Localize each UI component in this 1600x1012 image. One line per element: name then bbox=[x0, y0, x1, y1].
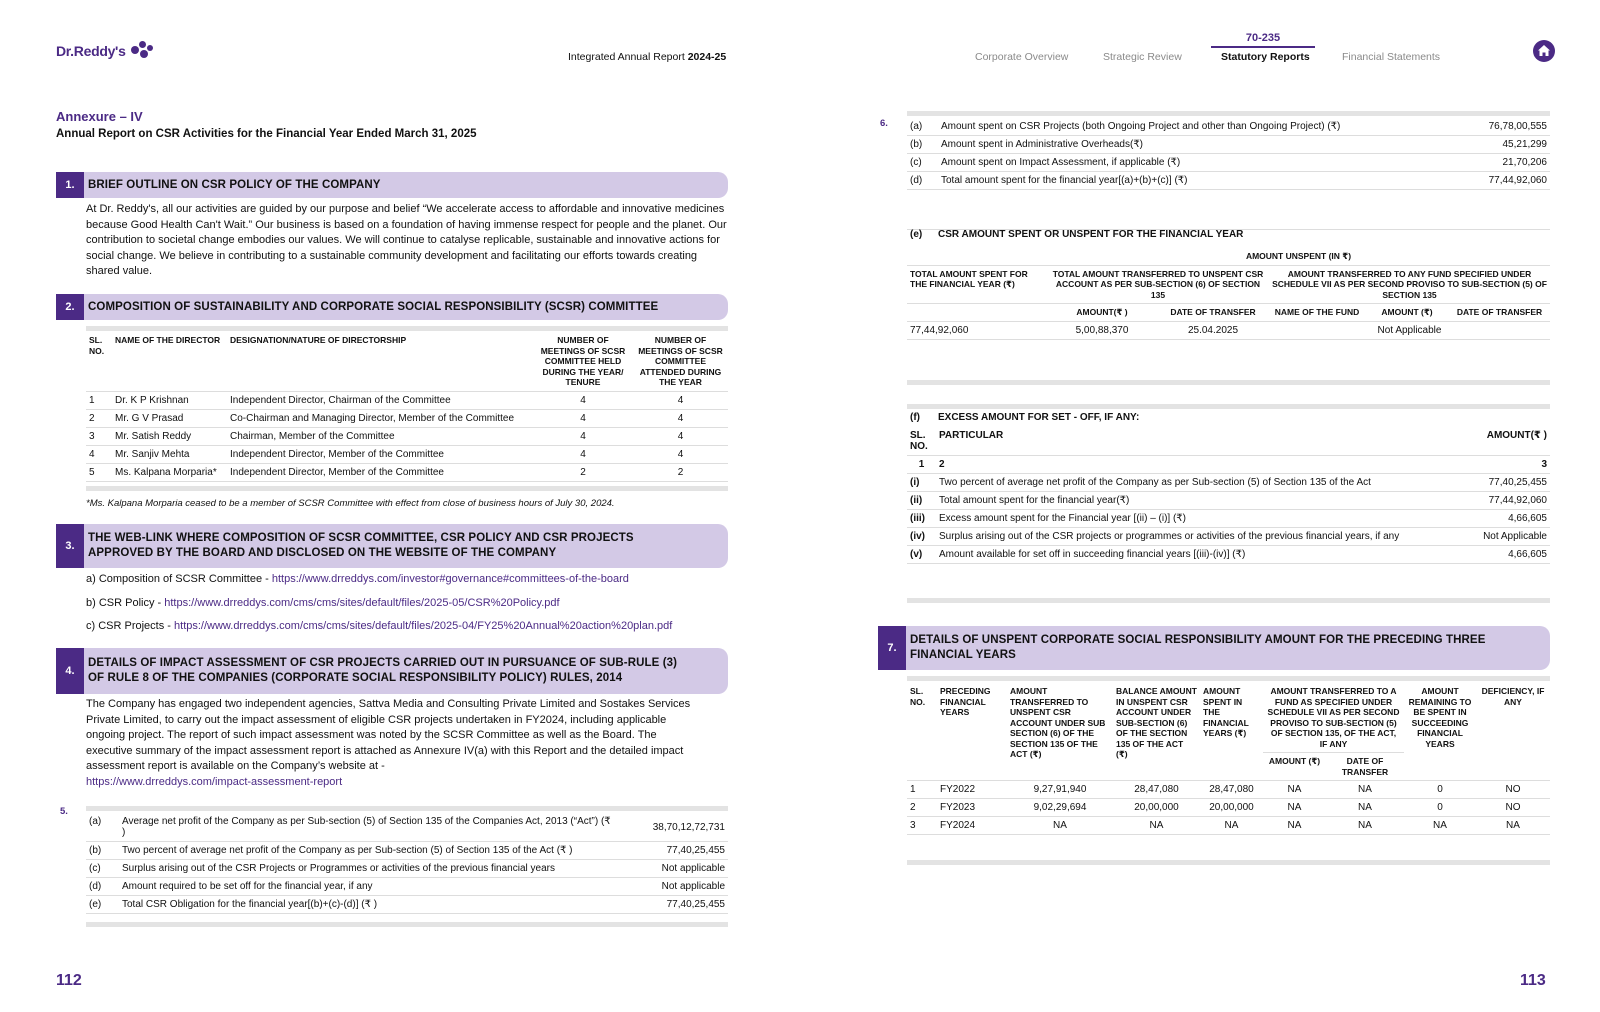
section-3-header bbox=[56, 524, 728, 568]
column-header: DESIGNATION/NATURE OF DIRECTORSHIP bbox=[227, 332, 533, 391]
column-header: DATE OF TRANSFER bbox=[1326, 753, 1404, 781]
brand-name: Dr.Reddy's bbox=[56, 43, 126, 59]
impact-assessment-link[interactable]: https://www.drreddys.com/impact-assessment-report bbox=[86, 775, 343, 788]
column-header: AMOUNT (₹) bbox=[1263, 753, 1326, 781]
table-top-rule bbox=[86, 806, 728, 811]
section-number: 3. bbox=[56, 524, 84, 568]
table-row: 2 FY2023 9,02,29,694 20,00,000 20,00,000 NA NA 0 NO bbox=[907, 799, 1550, 817]
logo-mark-icon bbox=[129, 40, 155, 62]
column-header: AMOUNT TRANSFERRED TO UNSPENT CSR ACCOUNT UNDER SUB SECTION (6) OF THE SECTION 135 OF THE ACT (₹) bbox=[1007, 683, 1113, 781]
annexure-title: Annexure – IV bbox=[56, 109, 143, 124]
column-header: TOTAL AMOUNT SPENT FOR THE FINANCIAL YEAR (₹) bbox=[907, 265, 1047, 304]
table-row: (d) Amount required to be set off for the financial year, if any Not applicable bbox=[86, 878, 728, 896]
section-5-number: 5. bbox=[60, 806, 68, 817]
column-header: TOTAL AMOUNT TRANSFERRED TO UNSPENT CSR ACCOUNT AS PER SUB-SECTION (6) OF SECTION 135 bbox=[1047, 265, 1269, 304]
unspent-three-years-table bbox=[907, 683, 1550, 835]
table-bottom-rule bbox=[907, 598, 1550, 603]
table-row: 77,44,92,060 5,00,88,370 25.04.2025 Not Applicable bbox=[907, 321, 1550, 339]
nav-corporate-overview[interactable]: Corporate Overview bbox=[975, 51, 1069, 63]
table-row: 3 FY2024 NA NA NA NA NA NA NA bbox=[907, 817, 1550, 835]
column-header: DEFICIENCY, IF ANY bbox=[1476, 683, 1550, 781]
column-header: DATE OF TRANSFER bbox=[1449, 304, 1550, 322]
csr-policy-outline: At Dr. Reddy's, all our activities are guided by our purpose and belief “We accelerate access to affordable and innovative medicines because Good Health Can't Wait.” Our business is based on a foundation of having immense respect for people and the planet. Our contribution to societal change embodies our values. We will continue to catalyse replicable, sustainable and innovative actions for social change. We believe in contributing to a sustainable community development and facilitating our efforts towards creating shared value. bbox=[86, 203, 727, 278]
section-1-header bbox=[56, 172, 728, 198]
table-row: 1 FY2022 9,27,91,940 28,47,080 28,47,080 NA NA 0 NO bbox=[907, 781, 1550, 799]
home-icon[interactable] bbox=[1533, 40, 1555, 62]
table-bottom-rule bbox=[86, 486, 728, 491]
section-number: 7. bbox=[878, 626, 906, 670]
section-2-header bbox=[56, 294, 728, 320]
subsection-title: EXCESS AMOUNT FOR SET - OFF, IF ANY: bbox=[938, 412, 1140, 423]
section-6-number: 6. bbox=[880, 118, 888, 129]
table-bottom-rule bbox=[907, 380, 1550, 385]
section-title: DETAILS OF IMPACT ASSESSMENT OF CSR PROJECTS CARRIED OUT IN PURSUANCE OF SUB-RULE (3) OF RULE 8 OF THE COMPANIES (CORPORATE SOCIAL RESPONSIBILITY POLICY) RULES, 2014 bbox=[88, 657, 678, 684]
column-header: NAME OF THE DIRECTOR bbox=[112, 332, 227, 391]
column-header: AMOUNT(₹ ) bbox=[1450, 428, 1550, 456]
column-header: AMOUNT REMAINING TO BE SPENT IN SUCCEEDING FINANCIAL YEARS bbox=[1404, 683, 1476, 781]
table-row: 5 Ms. Kalpana Morparia* Independent Director, Member of the Committee 2 2 bbox=[86, 463, 728, 481]
nav-strategic-review[interactable]: Strategic Review bbox=[1103, 51, 1182, 63]
impact-assessment-text: The Company has engaged two independent agencies, Sattva Media and Consulting Private Limited and Sostakes Services Private Limited, to carry out the impact assessment of eligible CSR projects undertaken in FY2024, including applicable ongoing project. The report of such impact assessment was noted by the SCSR Committee as well as the Board. The executive summary of the impact assessment report is attached as Annexure IV(a) with this Report and the detailed impact assessment report is available on the Company’s website at - https://www.drreddys.com/impact-assessment-report bbox=[86, 698, 691, 788]
section-title: BRIEF OUTLINE ON CSR POLICY OF THE COMPANY bbox=[88, 178, 381, 191]
excess-amount-table bbox=[907, 428, 1550, 564]
table-row: (b) Two percent of average net profit of the Company as per Sub-section (5) of Section 135 of the Act (₹ ) 77,40,25,455 bbox=[86, 842, 728, 860]
page-number-right: 113 bbox=[1520, 972, 1546, 989]
table-row: (ii) Total amount spent for the financial year(₹) 77,44,92,060 bbox=[907, 492, 1550, 510]
column-header: PARTICULAR bbox=[936, 428, 1450, 456]
weblink-csr-projects: c) CSR Projects - https://www.drreddys.com/cms/cms/sites/default/files/2025-04/FY25%20Annual%20action%20plan.pdf bbox=[86, 620, 673, 632]
table-row: (b) Amount spent in Administrative Overheads(₹) 45,21,299 bbox=[907, 136, 1550, 154]
column-header: AMOUNT(₹ ) bbox=[1047, 304, 1157, 322]
section-title: DETAILS OF UNSPENT CORPORATE SOCIAL RESPONSIBILITY AMOUNT FOR THE PRECEDING THREE FINANCIAL YEARS bbox=[910, 634, 1486, 661]
table-row: 1 Dr. K P Krishnan Independent Director, Chairman of the Committee 4 4 bbox=[86, 391, 728, 409]
subsection-label: (e) bbox=[910, 229, 923, 240]
table-top-rule bbox=[907, 404, 1550, 409]
section-number: 4. bbox=[56, 648, 84, 694]
table-row: (c) Surplus arising out of the CSR Projects or Programmes or activities of the previous financial years Not applicable bbox=[86, 860, 728, 878]
column-header: DATE OF TRANSFER bbox=[1157, 304, 1269, 322]
column-header: SL. NO. bbox=[907, 428, 936, 456]
table-row: 2 Mr. G V Prasad Co-Chairman and Managing Director, Member of the Committee 4 4 bbox=[86, 409, 728, 427]
csr-policy-link[interactable]: https://www.drreddys.com/cms/cms/sites/default/files/2025-05/CSR%20Policy.pdf bbox=[164, 597, 560, 609]
table-top-rule bbox=[907, 676, 1550, 681]
column-header: NUMBER OF MEETINGS OF SCSR COMMITTEE ATTENDED DURING THE YEAR bbox=[633, 332, 728, 391]
column-header: PRECEDING FINANCIAL YEARS bbox=[937, 683, 1007, 781]
table-row: (e) Total CSR Obligation for the financial year[(b)+(c)-(d)] (₹ ) 77,40,25,455 bbox=[86, 896, 728, 914]
csr-unspent-table bbox=[907, 248, 1550, 340]
column-header: AMOUNT TRANSFERRED TO ANY FUND SPECIFIED UNDER SCHEDULE VII AS PER SECOND PROVISO TO SUB-SECTION (5) OF SECTION 135 bbox=[1269, 265, 1550, 304]
column-header: AMOUNT TRANSFERRED TO A FUND AS SPECIFIED UNDER SCHEDULE VII AS PER SECOND PROVISO TO SUB-SECTION (5) OF SECTION 135, OF THE ACT, IF ANY bbox=[1263, 683, 1404, 753]
table-row: 3 Mr. Satish Reddy Chairman, Member of the Committee 4 4 bbox=[86, 427, 728, 445]
table-header-row bbox=[907, 683, 1550, 753]
section-7-header bbox=[878, 626, 1550, 670]
csr-spent-table bbox=[907, 118, 1550, 190]
table-row: (i) Two percent of average net profit of the Company as per Sub-section (5) of Section 135 of the Act 77,40,25,455 bbox=[907, 474, 1550, 492]
table-index-row: 1 2 3 bbox=[907, 456, 1550, 474]
table-bottom-rule bbox=[907, 860, 1550, 865]
scsr-committee-table bbox=[86, 332, 728, 482]
table-row: (iii) Excess amount spent for the Financial year [(ii) – (i)] (₹) 4,66,605 bbox=[907, 510, 1550, 528]
section-4-header bbox=[56, 648, 728, 694]
table-row: (a) Amount spent on CSR Projects (both Ongoing Project and other than Ongoing Project) (₹) 76,78,00,555 bbox=[907, 118, 1550, 136]
column-header: SL. NO. bbox=[86, 332, 112, 391]
table-row: (iv) Surplus arising out of the CSR projects or programmes or activities of the previous financial years, if any Not Applicable bbox=[907, 528, 1550, 546]
table-bottom-rule bbox=[86, 922, 728, 927]
table-row: (v) Amount available for set off in succeeding financial years [(iii)-(iv)] (₹) 4,66,605 bbox=[907, 546, 1550, 564]
column-header: SL. NO. bbox=[907, 683, 937, 781]
table-row: 4 Mr. Sanjiv Mehta Independent Director, Member of the Committee 4 4 bbox=[86, 445, 728, 463]
nav-page-range: 70-235 bbox=[1211, 32, 1315, 48]
nav-financial-statements[interactable]: Financial Statements bbox=[1342, 51, 1441, 63]
annexure-subtitle: Annual Report on CSR Activities for the Financial Year Ended March 31, 2025 bbox=[56, 128, 477, 140]
section-number: 1. bbox=[56, 172, 84, 198]
table-top-rule bbox=[907, 111, 1550, 116]
scsr-committee-link[interactable]: https://www.drreddys.com/investor#governance#committees-of-the-board bbox=[271, 573, 629, 585]
table-top-rule bbox=[86, 326, 728, 331]
column-header: AMOUNT UNSPENT (IN ₹) bbox=[1047, 248, 1550, 265]
section-title: THE WEB-LINK WHERE COMPOSITION OF SCSR COMMITTEE, CSR POLICY AND CSR PROJECTS APPROVED BY THE BOARD AND DISCLOSED ON THE WEBSITE OF THE COMPANY bbox=[88, 532, 634, 559]
csr-obligation-table bbox=[86, 813, 728, 914]
column-header: NAME OF THE FUND bbox=[1269, 304, 1365, 322]
subsection-title: CSR AMOUNT SPENT OR UNSPENT FOR THE FINANCIAL YEAR bbox=[938, 229, 1244, 240]
brand-logo[interactable] bbox=[56, 40, 155, 62]
column-header: BALANCE AMOUNT IN UNSPENT CSR ACCOUNT UNDER SUB-SECTION (6) OF THE SECTION 135 OF THE ACT (₹) bbox=[1113, 683, 1200, 781]
column-header: AMOUNT SPENT IN THE FINANCIAL YEARS (₹) bbox=[1200, 683, 1263, 781]
column-header: NUMBER OF MEETINGS OF SCSR COMMITTEE HELD DURING THE YEAR/ TENURE bbox=[533, 332, 633, 391]
page-number-left: 112 bbox=[56, 972, 82, 989]
subsection-label: (f) bbox=[910, 412, 920, 423]
section-number: 2. bbox=[56, 294, 84, 320]
report-title: Integrated Annual Report 2024-25 bbox=[568, 51, 727, 63]
csr-projects-link[interactable]: https://www.drreddys.com/cms/cms/sites/default/files/2025-04/FY25%20Annual%20action%20plan.pdf bbox=[174, 620, 673, 632]
committee-footnote: *Ms. Kalpana Morparia ceased to be a member of SCSR Committee with effect from close of business hours of July 30, 2024. bbox=[86, 498, 615, 509]
nav-statutory-reports[interactable]: Statutory Reports bbox=[1221, 51, 1310, 63]
column-header: AMOUNT (₹) bbox=[1365, 304, 1449, 322]
weblink-scsr-committee: a) Composition of SCSR Committee - https://www.drreddys.com/investor#governance#committees-of-the-board bbox=[86, 573, 629, 585]
table-row: (d) Total amount spent for the financial year[(a)+(b)+(c)] (₹) 77,44,92,060 bbox=[907, 172, 1550, 190]
table-row: (c) Amount spent on Impact Assessment, if applicable (₹) 21,70,206 bbox=[907, 154, 1550, 172]
table-row: (a) Average net profit of the Company as per Sub-section (5) of Section 135 of the Companies Act, 2013 (“Act”) (₹ ) 38,70,12,72,731 bbox=[86, 813, 728, 842]
weblink-csr-policy: b) CSR Policy - https://www.drreddys.com/cms/cms/sites/default/files/2025-05/CSR%20Policy.pdf bbox=[86, 597, 560, 609]
section-title: COMPOSITION OF SUSTAINABILITY AND CORPORATE SOCIAL RESPONSIBILITY (SCSR) COMMITTEE bbox=[88, 300, 659, 313]
table-header-row bbox=[86, 332, 728, 391]
